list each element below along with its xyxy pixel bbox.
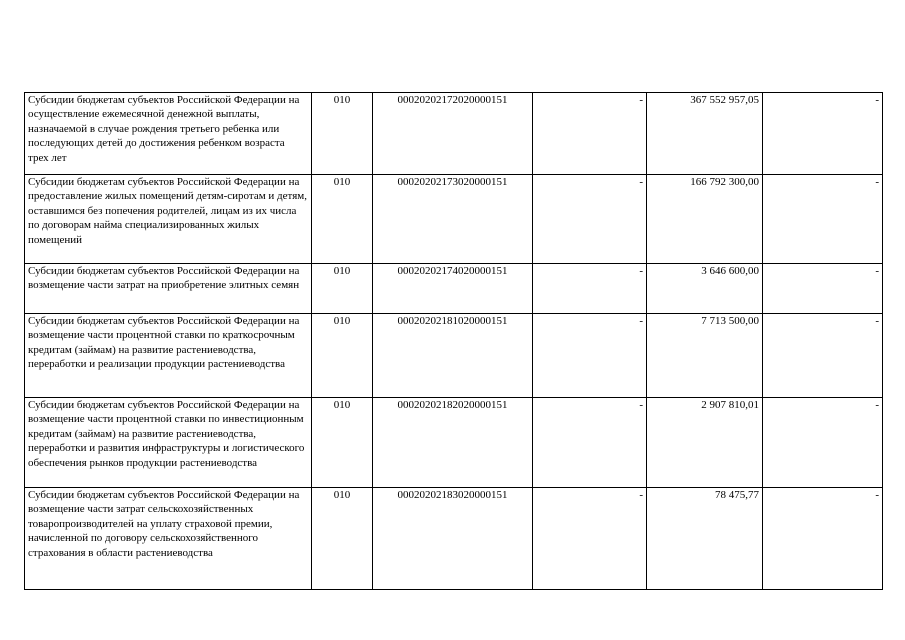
row-name-cell: Субсидии бюджетам субъектов Российской Федерации на возмещение части затрат на приобретение элитных семян (25, 264, 312, 314)
row-col4-cell: - (533, 93, 647, 175)
row-col6-cell: - (763, 93, 883, 175)
row-amount-cell: 78 475,77 (647, 488, 763, 590)
row-amount-cell: 3 646 600,00 (647, 264, 763, 314)
row-amount-cell: 367 552 957,05 (647, 93, 763, 175)
row-code-cell: 010 (312, 264, 373, 314)
table-row (25, 488, 883, 590)
row-col6-cell: - (763, 398, 883, 488)
row-col4-cell: - (533, 488, 647, 590)
table-row (25, 264, 883, 314)
row-amount-cell: 7 713 500,00 (647, 314, 763, 398)
row-name-cell: Субсидии бюджетам субъектов Российской Федерации на осуществление ежемесячной денежной выплаты, назначаемой в случае рождения третьего ребенка или последующих детей до достижения ребенком возраста трех лет (25, 93, 312, 175)
row-code-cell: 010 (312, 314, 373, 398)
table-row (25, 175, 883, 264)
row-name-cell: Субсидии бюджетам субъектов Российской Федерации на возмещение части процентной ставки по краткосрочным кредитам (займам) на развитие растениеводства, переработки и реализации продукции растениеводства (25, 314, 312, 398)
row-kbk-cell: 00020202182020000151 (373, 398, 533, 488)
row-kbk-cell: 00020202173020000151 (373, 175, 533, 264)
row-col4-cell: - (533, 175, 647, 264)
row-name-cell: Субсидии бюджетам субъектов Российской Федерации на возмещение части процентной ставки по инвестиционным кредитам (займам) на развитие растениеводства, переработки и развития инфраструктуры и логистического обеспечения рынков продукции растениеводства (25, 398, 312, 488)
row-kbk-cell: 00020202181020000151 (373, 314, 533, 398)
row-col6-cell: - (763, 488, 883, 590)
row-kbk-cell: 00020202172020000151 (373, 93, 533, 175)
table-row (25, 93, 883, 175)
row-code-cell: 010 (312, 175, 373, 264)
row-name-cell: Субсидии бюджетам субъектов Российской Федерации на возмещение части затрат сельскохозяйственных товаропроизводителей на уплату страховой премии, начисленной по договору сельскохозяйственного страхования в области растениеводства (25, 488, 312, 590)
row-kbk-cell: 00020202174020000151 (373, 264, 533, 314)
row-col6-cell: - (763, 264, 883, 314)
row-col6-cell: - (763, 175, 883, 264)
row-name-cell: Субсидии бюджетам субъектов Российской Федерации на предоставление жилых помещений детям-сиротам и детям, оставшимся без попечения родителей, лицам из их числа по договорам найма специализированных жилых помещений (25, 175, 312, 264)
row-code-cell: 010 (312, 93, 373, 175)
row-amount-cell: 166 792 300,00 (647, 175, 763, 264)
row-code-cell: 010 (312, 398, 373, 488)
table-row (25, 314, 883, 398)
row-col4-cell: - (533, 314, 647, 398)
row-code-cell: 010 (312, 488, 373, 590)
table-row (25, 398, 883, 488)
row-amount-cell: 2 907 810,01 (647, 398, 763, 488)
budget-table (24, 92, 883, 590)
row-kbk-cell: 00020202183020000151 (373, 488, 533, 590)
row-col4-cell: - (533, 264, 647, 314)
row-col6-cell: - (763, 314, 883, 398)
row-col4-cell: - (533, 398, 647, 488)
